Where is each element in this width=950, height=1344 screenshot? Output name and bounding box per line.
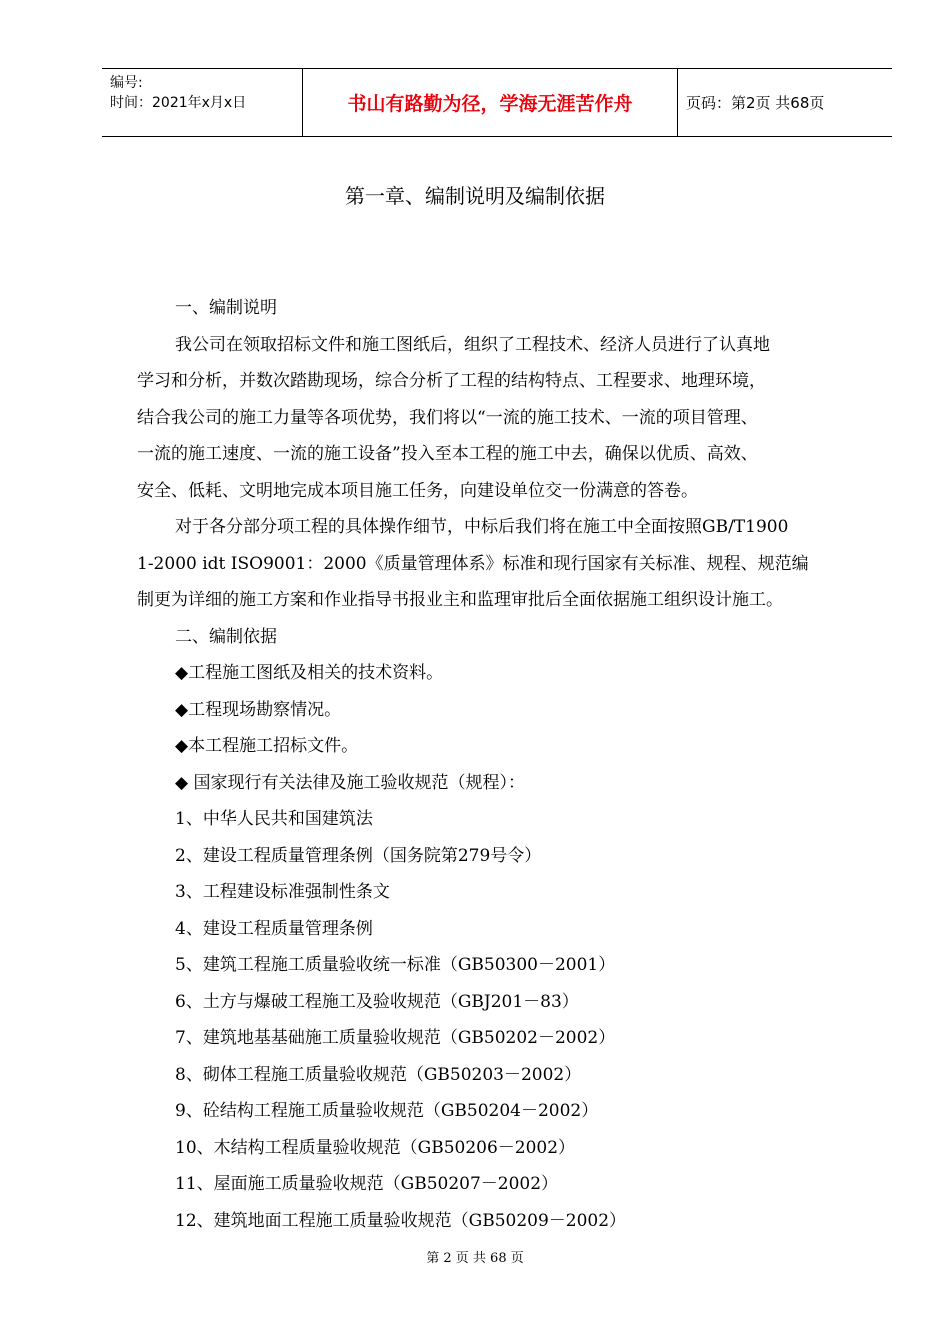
document-body (137, 290, 857, 1239)
number-label: 编号: (110, 75, 143, 91)
body-line: ◆工程现场勘察情况。 (175, 699, 342, 720)
body-line: 一、编制说明 (175, 298, 277, 318)
page-footer: 第 2 页 共 68 页 (426, 1251, 524, 1266)
chapter-title: 第一章、编制说明及编制依据 (345, 184, 605, 208)
header-page-label: 页码：第2页 共68页 (686, 94, 825, 112)
body-line: 1、中华人民共和国建筑法 (175, 809, 373, 829)
body-line: 一流的施工速度、一流的施工设备”投入至本工程的施工中去，确保以优质、高效、 (137, 444, 758, 464)
body-line: 11、屋面施工质量验收规范（GB50207－2002） (175, 1174, 559, 1194)
body-line: 12、建筑地面工程施工质量验收规范（GB50209－2002） (175, 1210, 627, 1231)
page-header (102, 68, 892, 137)
body-line: 2、建设工程质量管理条例（国务院第279号令） (175, 845, 542, 866)
body-line: ◆ 国家现行有关法律及施工验收规范（规程）： (175, 772, 525, 793)
body-line: 对于各分部分项工程的具体操作细节，中标后我们将在施工中全面按照GB/T1900 (175, 517, 789, 537)
body-line: 安全、低耗、文明地完成本项目施工任务，向建设单位交一份满意的答卷。 (137, 480, 698, 501)
body-line: 结合我公司的施工力量等各项优势，我们将以“一流的施工技术、一流的项目管理、 (137, 407, 758, 428)
body-line: 10、木结构工程质量验收规范（GB50206－2002） (175, 1137, 576, 1158)
body-line: 学习和分析，并数次踏勘现场，综合分析了工程的结构特点、工程要求、地理环境， (137, 371, 766, 391)
header-motto: 书山有路勤为径，学海无涯苦作舟 (303, 69, 678, 136)
body-line: 4、建设工程质量管理条例 (175, 918, 373, 939)
header-meta (102, 69, 303, 136)
body-line: 8、砌体工程施工质量验收规范（GB50203－2002） (175, 1064, 582, 1085)
body-line: 我公司在领取招标文件和施工图纸后，组织了工程技术、经济人员进行了认真地 (175, 334, 770, 355)
time-label: 时间：2021年x月x日 (110, 95, 247, 111)
body-line: 5、建筑工程施工质量验收统一标准（GB50300－2001） (175, 955, 616, 975)
body-line: 1-2000 idt ISO9001：2000《质量管理体系》标准和现行国家有关标准、规程、规范编 (137, 553, 809, 574)
body-line: 制更为详细的施工方案和作业指导书报业主和监理审批后全面依据施工组织设计施工。 (137, 590, 783, 610)
body-line: 二、编制依据 (175, 626, 277, 647)
body-line: ◆工程施工图纸及相关的技术资料。 (175, 663, 444, 683)
body-line: 9、砼结构工程施工质量验收规范（GB50204－2002） (175, 1101, 599, 1121)
body-line: 3、工程建设标准强制性条文 (175, 882, 390, 902)
body-line: ◆本工程施工招标文件。 (175, 736, 359, 756)
body-line: 7、建筑地基基础施工质量验收规范（GB50202－2002） (175, 1028, 616, 1048)
body-line: 6、土方与爆破工程施工及验收规范（GBJ201－83） (175, 991, 579, 1012)
